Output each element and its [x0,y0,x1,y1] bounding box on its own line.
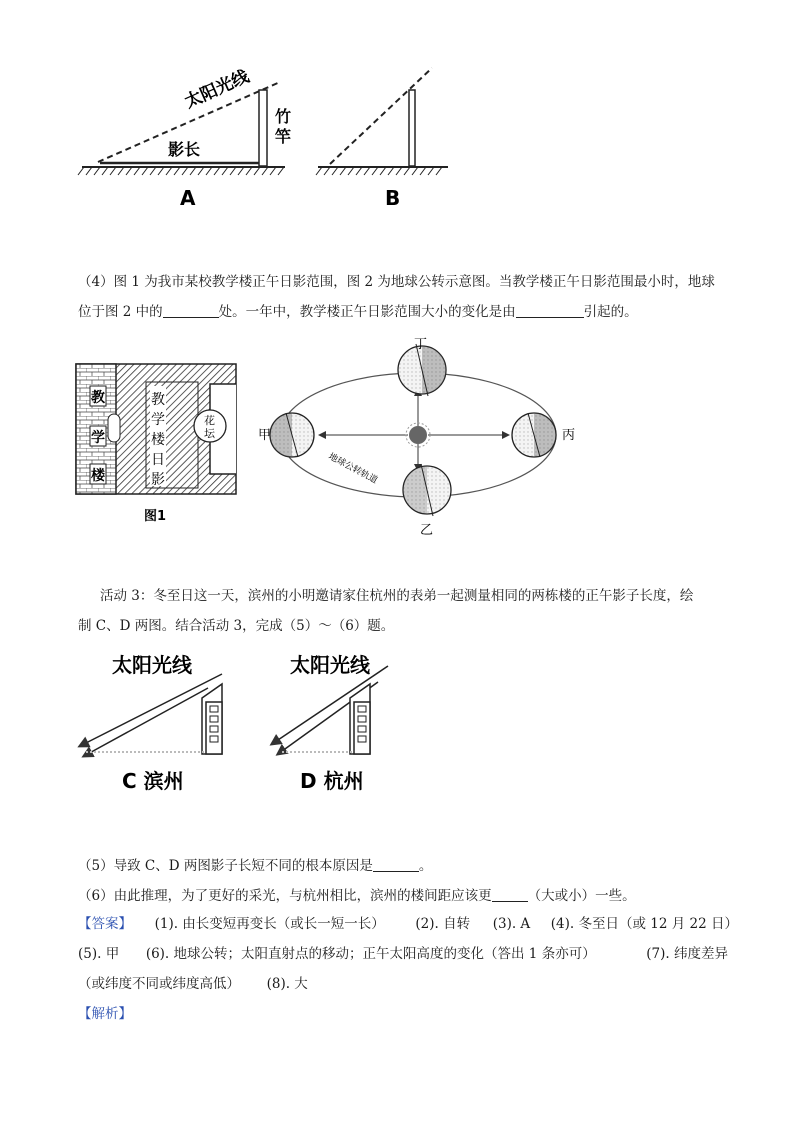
building-char-1: 教 [91,390,105,406]
shadow-label-a: 影长 [168,140,201,159]
figure-c [80,653,222,793]
shadow-char-5: 影 [151,472,165,488]
figure-c-label: C 滨州 [122,769,184,793]
pole-label-a-1: 竹 [275,107,292,126]
q4-line2-a: 位于图 2 中的 [78,304,163,320]
figure-b-label: B [385,186,401,210]
answer-8: (8). 大 [266,976,308,992]
position-yi: 乙 [420,523,434,538]
figure-1-caption: 图1 [144,509,167,524]
q5-text-a: （5）导致 C、D 两图影子长短不同的根本原因是 [78,858,373,874]
q6 [78,886,636,906]
analysis-bracket: 【解析】 [78,1006,132,1022]
building-char-3: 楼 [91,468,105,484]
figure-a-label: A [180,186,196,210]
answer-line2 [78,944,728,964]
figure-d-label: D 杭州 [300,769,364,793]
figure-a [78,65,291,210]
position-ding: 丁 [414,337,428,352]
shadow-char-1: 教 [151,392,165,408]
answer-5: (5). 甲 [78,946,120,962]
figure-2 [250,330,580,540]
sunray-label-d: 太阳光线 [290,653,370,677]
figure-d [272,653,388,793]
q6-text-a: （6）由此推理，为了更好的采光，与杭州相比，滨州的楼间距应该更 [78,888,492,904]
shadow-label [150,386,166,488]
answer-1: (1). 由长变短再变长（或长一短一长） [154,916,385,932]
q4-blank-position[interactable] [163,303,219,318]
q5-blank[interactable] [373,857,419,872]
answer-3: (3). A [492,916,531,932]
figure-ab [70,60,470,210]
flowerbed-char-2: 坛 [204,427,215,440]
q6-text-b: （大或小）一些。 [527,888,636,904]
q5 [78,856,432,876]
pole-label-a-2: 竿 [275,127,292,146]
answer-2: (2). 自转 [415,916,471,932]
answer-6: (6). 地球公转；太阳直射点的移动；正午太阳高度的变化（答出 1 条亦可） [145,946,596,962]
q4-line2 [78,302,638,322]
figure-cd [72,648,412,808]
sunray-label-a: 太阳光线 [181,66,253,113]
figure-b [316,68,448,210]
q4-line2-c: 引起的。 [583,304,638,320]
shadow-char-3: 楼 [151,432,165,448]
q4-line1: （4）图 1 为我市某校教学楼正午日影范围，图 2 为地球公转示意图。当教学楼正午日影范围最小时，地球 [78,274,715,290]
position-bing: 丙 [562,428,576,443]
activity3-line2: 制 C、D 两图。结合活动 3，完成（5）～（6）题。 [78,618,395,634]
building-char-2: 学 [91,430,105,446]
sunray-label-c: 太阳光线 [112,653,192,677]
q5-text-b: 。 [418,858,433,874]
q6-blank[interactable] [492,887,528,902]
answer-line3 [78,974,308,994]
answer-4: (4). 冬至日（或 12 月 22 日） [550,916,739,932]
activity3-line1: 活动 3：冬至日这一天，滨州的小明邀请家住杭州的表弟一起测量相同的两栋楼的正午影子长度，绘 [100,588,694,604]
shadow-char-4: 日 [151,452,165,468]
answer-bracket: 【答案】 [78,916,132,932]
answer-line1 [78,914,738,934]
q4-line2-b: 处。一年中，教学楼正午日影范围大小的变化是由 [218,304,516,320]
position-jia: 甲 [258,428,272,443]
answer-7a: (7). 纬度差异 [646,946,728,962]
figure-1 [74,360,244,530]
flowerbed-char-1: 花 [204,414,215,427]
answer-7b: （或纬度不同或纬度高低） [78,976,240,992]
orbit-label: 地球公转轨道 [326,451,379,487]
shadow-char-2: 学 [151,412,165,428]
q4-blank-cause[interactable] [516,303,584,318]
